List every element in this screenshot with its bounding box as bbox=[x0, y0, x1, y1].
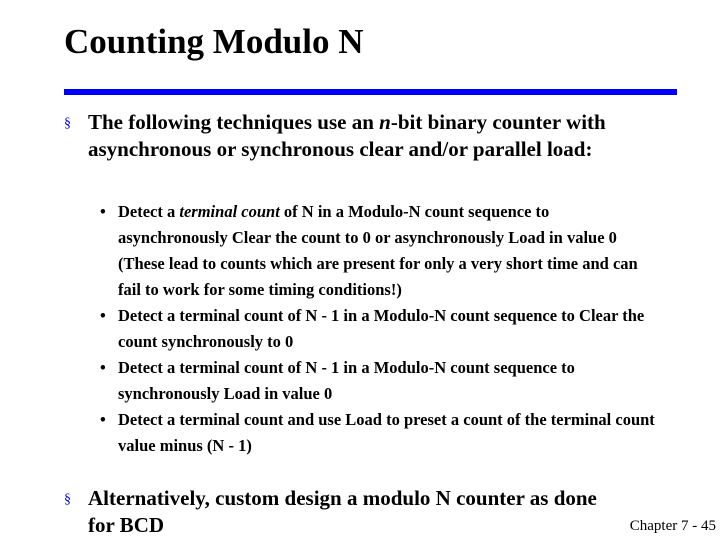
sub-bullet-text-part: of N in a Modulo-N count sequence to asynchronously Clear the count to 0 or asynchronously Load in value 0 (These lead to counts which are present for only a very short time and can fail to work for some timing conditions!) bbox=[118, 202, 638, 299]
sub-bullet-text-part: Detect a bbox=[118, 202, 180, 221]
dot-bullet-icon: • bbox=[100, 410, 106, 429]
sub-bullet-text: Detect a terminal count and use Load to preset a count of the terminal count value minus (N - 1) bbox=[118, 410, 655, 455]
sub-bullet-list bbox=[100, 199, 660, 459]
sub-bullet-item bbox=[100, 407, 660, 459]
dot-bullet-icon: • bbox=[100, 358, 106, 377]
sub-bullet-text-italic: terminal count bbox=[179, 202, 280, 221]
square-bullet-icon: § bbox=[64, 492, 71, 507]
bullet-text: Alternatively, custom design a modulo N counter as done for BCD bbox=[88, 486, 597, 537]
bullet-text-part: -bit binary counter with asynchronous or synchronous clear and/or parallel load: bbox=[88, 110, 606, 161]
bullet-text-part: The following techniques use an bbox=[88, 110, 380, 134]
sub-bullet-item bbox=[100, 199, 660, 303]
sub-bullet-item bbox=[100, 303, 660, 355]
bullet-text bbox=[88, 109, 648, 162]
square-bullet-icon: § bbox=[64, 116, 71, 131]
title-rule bbox=[64, 89, 677, 95]
page-number: Chapter 7 - 45 bbox=[629, 518, 716, 534]
sub-bullet-text: Detect a terminal count of N - 1 in a Modulo-N count sequence to Clear the count synchronously to 0 bbox=[118, 306, 645, 351]
sub-bullet-text: Detect a terminal count of N - 1 in a Modulo-N count sequence to synchronously Load in value 0 bbox=[118, 358, 575, 403]
slide-title: Counting Modulo N bbox=[64, 22, 364, 61]
sub-bullet-item bbox=[100, 355, 660, 407]
bullet-text-italic: n bbox=[379, 110, 391, 134]
dot-bullet-icon: • bbox=[100, 306, 106, 325]
dot-bullet-icon: • bbox=[100, 202, 106, 221]
